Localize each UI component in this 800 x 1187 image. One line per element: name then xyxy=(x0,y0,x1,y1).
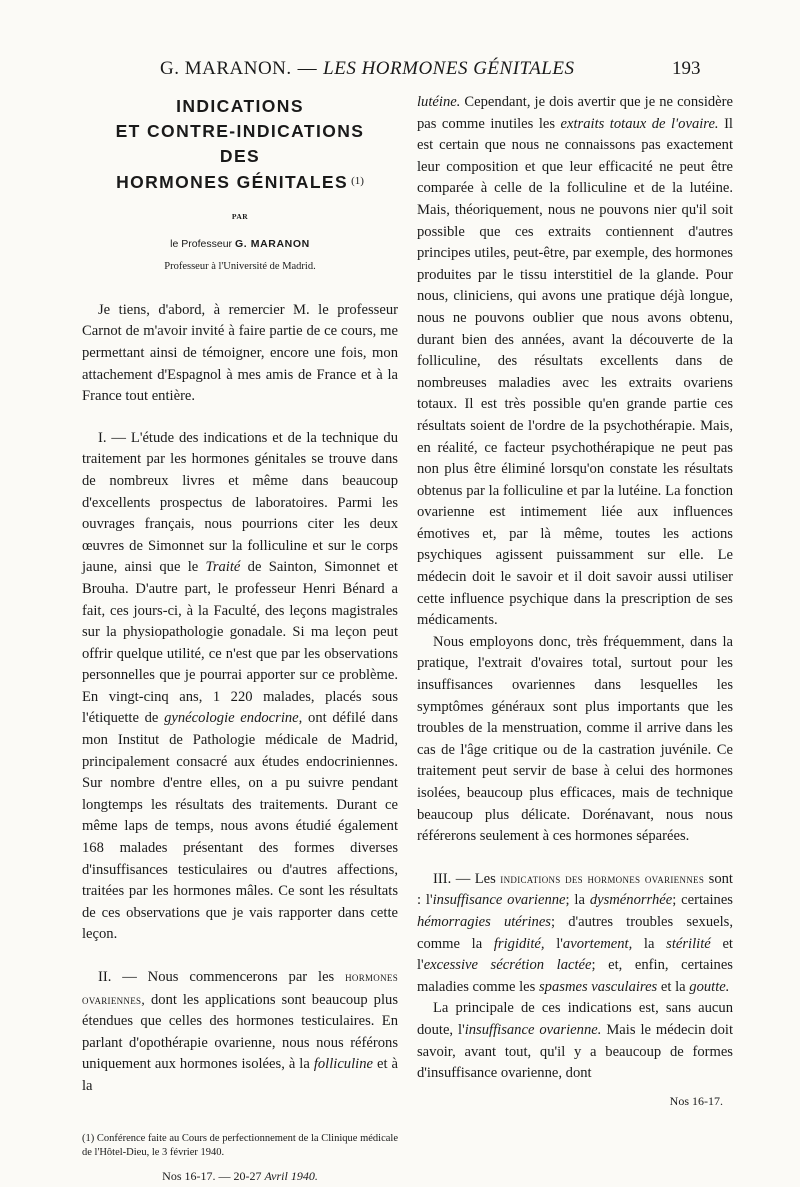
right-column xyxy=(417,92,733,1112)
left-column xyxy=(82,92,398,1187)
s3-h: ; et, enfin, certaines maladies comme les xyxy=(417,957,733,995)
s3-d: ; d'autres troubles sexuels, comme la xyxy=(417,913,733,952)
s2-rest: dont les applications sont beaucoup plus étendues que celles des hormones testiculaires. En parlant d'opothérapie ovarienne, nous nous référons uniquement aux hormones isolées, à la xyxy=(82,991,398,1073)
s3-indications: indications des hormones ovariennes xyxy=(500,870,705,886)
r-p1-b: Il est certain que nous ne connaissons pas exactement leur composition et que leur efficacité ne peut être comparée à celle de la folliculine et de la lutéine. Mais, théoriquement, nous ne pouvons nier qu'il soit possible que ces extraits contiennent d'autres principes utiles, peut-être, par exemple, des hormones produites par le tissu interstitiel de la glande. Pour nous, cliniciens, qui avons une pratique déjà longue, nous ne pouvons oublier que nous avons obtenu, durant bien des années, avant la découverte de la folliculine, des résultats excellents dans de nombreuses maladies avec les extraits ovariens totaux. Il est très possible qu'en grande partie ces résultats soient de l'ordre de la psychothérapie. Mais, en réalité, ce facteur psychothérapique ne peut pas non plus être éliminé lorsqu'on constate les résultats obtenus par la folliculine et par la lutéine. La fonction ovarienne est intimement liée aux influences émotives et, par là même, toutes les actions psychiques agissent puissamment sur elle. Le médecin doit le savoir et il doit savoir aussi utiliser cette influence psychique dans la prescription de ses médicaments. xyxy=(417,115,733,629)
s2-start: II. — Nous commencerons par les xyxy=(98,969,335,985)
s3-g: et l' xyxy=(417,935,733,974)
s3-a: sont : l' xyxy=(417,870,733,909)
s3-i5: avortement, xyxy=(562,935,633,952)
s3-start: III. — Les xyxy=(433,870,496,887)
running-head xyxy=(160,58,720,80)
s3-i6: stérilité xyxy=(666,935,711,952)
s2-hormones-ovariennes: hormones ovariennes, xyxy=(82,969,398,1007)
section-2-paragraph xyxy=(82,966,398,1098)
intro-paragraph: Je tiens, d'abord, à remercier M. le professeur Carnot de m'avoir invité à faire partie de ce cours, me permettant ainsi de témoigner, encore une fois, mon attachement d'Espagnol à mes amis de France et à la France tout entière. xyxy=(82,301,398,405)
s1-traite: Traité xyxy=(205,559,241,576)
section-3-paragraph xyxy=(417,868,733,999)
article-title xyxy=(82,94,398,195)
footer-issue-right: Nos 16-17. xyxy=(669,1093,723,1108)
title-line-4: HORMONES GÉNITALES xyxy=(116,172,349,192)
s3-e: l' xyxy=(556,935,563,952)
page-number: 193 xyxy=(672,58,701,79)
header-author: G. MARANON. xyxy=(160,58,292,79)
header-subject: LES HORMONES GÉNITALES xyxy=(323,58,575,79)
s3-i1: insuffisance ovarienne xyxy=(432,892,566,909)
title-line-2: ET CONTRE-INDICATIONS xyxy=(115,121,365,141)
s3-i8: spasmes vasculaires xyxy=(539,978,658,995)
r-p3-b: Mais le médecin doit savoir, avant tout, qu'il y a beaucoup de formes d'insuffisance ovarienne, dont xyxy=(417,1021,734,1082)
right-paragraph-3 xyxy=(417,998,733,1084)
title-line-3: DES xyxy=(219,146,261,166)
footer-issue-left xyxy=(82,1166,398,1187)
s2-folliculine: folliculine xyxy=(313,1056,373,1073)
byline-author: G. MARANON xyxy=(234,237,310,250)
s3-i7: excessive sécrétion lactée xyxy=(423,957,592,974)
byline-par: PAR xyxy=(231,212,249,221)
right-paragraph-2: Nous employons donc, très fréquemment, dans la pratique, l'extrait d'ovaires total, surtout pour les insuffisances ovariennes dans lesquelles les symptômes généraux sont plus importants que les troubles de la menstruation, comme il arrive dans les cas de l'âge critique ou de la castration juvénile. Ce traitement peut servir de base à celui des hormones isolées, beaucoup plus efficaces, mais de technique beaucoup plus délicate. Dorénavant, nous nous référerons seulement à ces hormones séparées. xyxy=(417,633,733,845)
title-line-4-wrap xyxy=(82,169,398,195)
byline-prefix: le Professeur xyxy=(170,237,233,250)
s1-text-a: I. — L'étude des indications et de la technique du traitement par les hormones génitales se trouve dans de nombreux livres et même dans beaucoup d'excellents prospectus de laboratoires. Parmi les ouvrages français, nous pourrions citer les deux œuvres de Simonnet sur la folliculine et sur le corps jaune, ainsi que le xyxy=(82,429,398,576)
s3-j: et la xyxy=(660,978,686,995)
r-p3-a: La principale de ces indications est, sans aucun doute, l' xyxy=(417,1000,733,1038)
footnote: (1) Conférence faite au Cours de perfectionnement de la Clinique médicale de l'Hôtel-Dieu, le 3 février 1940. xyxy=(82,1132,398,1158)
s1-text-c: ont défilé dans mon Institut de Pathologie médicale de Madrid, principalement consacré aux études endocriniennes. Sur nombre d'entre elles, on a pu suivre pendant longtemps les résultats des traitements. Durant ce même laps de temps, nous avons étudié également 168 malades présentant des formes diverses d'insuffisances testiculaires ou d'autres affections, traitées par les hormones mâles. Ce sont les résultats de ces observations que je vais rapporter dans cette leçon. xyxy=(82,710,399,943)
header-separator: — xyxy=(297,58,318,79)
r-p1-a: Cependant, je dois avertir que je ne considère pas comme inutiles les xyxy=(417,94,733,132)
s3-i2: dysménorrhée xyxy=(589,892,673,909)
footnote-marker: (1) xyxy=(351,175,364,187)
s3-f: la xyxy=(643,935,655,952)
s3-b: ; la xyxy=(565,892,585,909)
s1-gynecologie: gynécologie endocrine, xyxy=(164,710,303,727)
right-paragraph-1 xyxy=(417,92,733,632)
s2-end: et à la xyxy=(82,1056,398,1094)
title-line-1: INDICATIONS xyxy=(176,96,304,116)
section-1-paragraph xyxy=(82,428,398,946)
r-p3-i: insuffisance ovarienne. xyxy=(464,1021,602,1038)
s1-text-b: de Sainton, Simonnet et Brouha. D'autre part, le professeur Henri Bénard a fait, ces jours-ci, à la Faculté, des leçons magistrales sur la physiopathologie gonadale. Si ma leçon peut offrir quelque utilité, ce n'est que par les observations personnelles que je pourrai apporter sur ce problème. En vingt-cinq ans, 1 220 malades, placés sous l'étiquette de xyxy=(82,559,398,727)
r-luteine: lutéine. xyxy=(417,94,461,110)
byline xyxy=(82,234,398,256)
s3-i3: hémorragies utérines xyxy=(417,913,551,930)
r-extraits: extraits totaux de l'ovaire. xyxy=(560,115,719,132)
footer-date: Avril 1940. xyxy=(264,1168,318,1183)
s3-i9: goutte. xyxy=(689,978,730,995)
byline-affiliation: Professeur à l'Université de Madrid. xyxy=(164,261,316,273)
footer-issue: Nos 16-17. — 20-27 xyxy=(162,1168,262,1183)
s3-i4: frigidité, xyxy=(493,935,545,952)
s3-c: ; certaines xyxy=(672,892,733,909)
